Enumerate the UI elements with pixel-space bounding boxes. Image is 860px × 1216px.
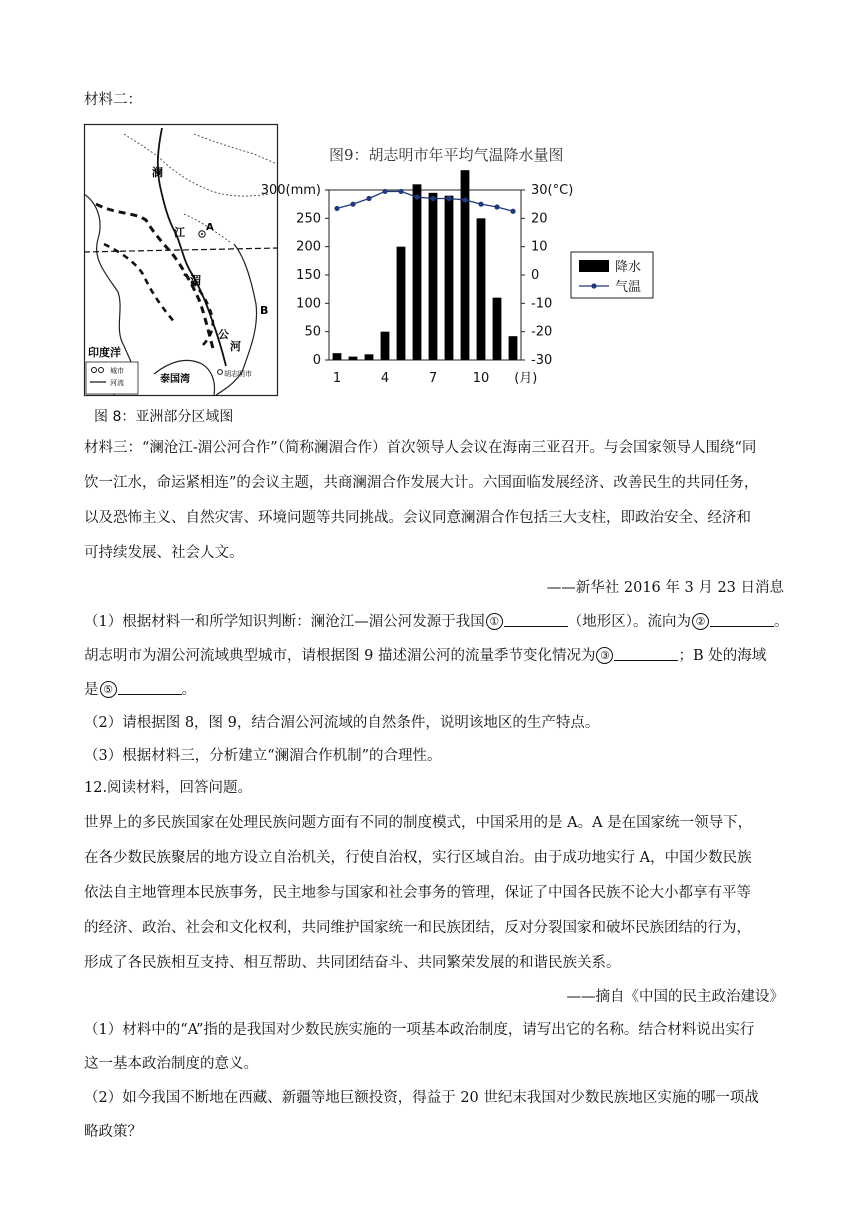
item12-line-4: 的经济、政治、社会和文化权利，共同维护国家统一和民族团结，反对分裂国家和破坏民族团结的行为， (84, 920, 751, 936)
item12-source: ——摘自《中国的民主政治建设》 (566, 989, 784, 1005)
q1-text-d: 胡志明市为湄公河流域典型城市，请根据图 9 描述湄公河的流量季节变化情况为 (84, 648, 596, 664)
q1-text-a: （1）根据材料一和所学知识判断：澜沧江—湄公河发源于我国 (84, 614, 485, 630)
item12-line-1: 世界上的多民族国家在处理民族问题方面有不同的制度模式，中国采用的是 A。A 是在国家统一领导下， (84, 815, 753, 831)
material3-line-2: 饮一江水，命运紧相连”的会议主题，共商澜湄合作发展大计。六国面临发展经济、改善民生的共同任务， (84, 475, 759, 491)
item12-line-5: 形成了各民族相互支持、相互帮助、共同团结奋斗、共同繁荣发展的和谐民族关系。 (84, 955, 621, 971)
map-label-gong: 公 (218, 328, 229, 341)
legend-bar-swatch (579, 260, 609, 272)
q1-line-3 (84, 680, 784, 700)
y-right-tick-label: -10 (531, 296, 553, 312)
map-legend-city: 城市 (110, 367, 124, 375)
map-legend-river: 河流 (110, 379, 124, 387)
temperature-point (446, 196, 451, 201)
material3-line-1: 材料三：“澜沧江-湄公河合作”（简称澜湄合作）首次领导人会议在海南三亚召开。与会国家领导人围绕“同 (84, 440, 757, 456)
q1-text-e: ；B 处的海域 (678, 648, 767, 664)
legend-line-label: 气温 (615, 280, 642, 295)
temperature-point (478, 202, 483, 207)
item12-q1-line-1: （1）材料中的“A”指的是我国对少数民族实施的一项基本政治制度，请写出它的名称。结合材料说出实行 (84, 1022, 755, 1038)
answer-blank-3[interactable] (614, 647, 678, 661)
map-label-lancang: 澜 (152, 166, 163, 179)
precipitation-bar (477, 218, 486, 360)
precipitation-bar (333, 353, 342, 360)
x-axis-label: (月) (514, 371, 538, 386)
map-label-mei: 湄 (190, 274, 201, 287)
q1-text-b: （地形区）。流向为 (567, 614, 691, 630)
precipitation-bar (445, 196, 454, 360)
y-left-tick-label: 50 (304, 324, 321, 340)
answer-blank-1[interactable] (504, 613, 568, 627)
marker-5: ⑤ (100, 681, 117, 698)
map-label-jiang: 江 (174, 226, 185, 239)
temperature-point (398, 189, 403, 194)
precipitation-bar (365, 354, 374, 360)
temperature-point (350, 202, 355, 207)
item12-line-3: 依法自主地管理本民族事务，民主地参与国家和社会事务的管理，保证了中国各民族不论大小都享有平等 (84, 885, 751, 901)
map-label-gulf: 泰国湾 (160, 374, 190, 385)
q1-line-1 (84, 612, 789, 632)
temperature-line (337, 191, 513, 211)
map-label-a: A (206, 222, 214, 233)
material3-line-3: 以及恐怖主义、自然灾害、环境问题等共同挑战。会议同意澜湄合作包括三大支柱，即政治安全、经济和 (84, 510, 751, 526)
map-caption: 图 8：亚洲部分区域图 (94, 409, 234, 425)
temperature-point (462, 197, 467, 202)
y-right-tick-label: -30 (531, 353, 553, 368)
q3-text: （3）根据材料三，分析建立“澜湄合作机制”的合理性。 (84, 748, 442, 764)
temperature-point (510, 209, 515, 214)
q2-text: （2）请根据图 8，图 9，结合湄公河流域的自然条件，说明该地区的生产特点。 (84, 715, 600, 731)
y-left-tick-label: 200 (296, 239, 321, 255)
y-left-tick-label: 250 (296, 211, 321, 227)
map-label-b: B (260, 304, 269, 317)
marker-1: ① (486, 613, 503, 630)
precipitation-bar (413, 184, 422, 360)
item12-title: 12.阅读材料，回答问题。 (84, 780, 253, 796)
y-right-tick-label: -20 (531, 324, 553, 340)
map-label-he: 河 (230, 340, 241, 353)
precipitation-bar (509, 336, 518, 360)
climate-chart (260, 140, 715, 400)
material3-line-4: 可持续发展、社会人文。 (84, 545, 244, 561)
material3-source: ——新华社 2016 年 3 月 23 日消息 (546, 580, 784, 596)
legend-line-marker (591, 283, 596, 288)
temperature-point (430, 196, 435, 201)
item12-q2-line-2: 略政策？ (84, 1124, 142, 1140)
q1-line-2 (84, 646, 784, 666)
map-label-city: 胡志明市 (224, 370, 252, 378)
precipitation-bar (397, 247, 406, 360)
temperature-point (382, 189, 387, 194)
y-right-tick-label: 0 (531, 268, 540, 283)
y-right-tick-label: 10 (531, 239, 548, 255)
map-label-indian-ocean: 印度洋 (88, 346, 121, 359)
climate-chart-svg (260, 140, 715, 400)
chart-title: 图9：胡志明市年平均气温降水量图 (329, 146, 564, 164)
plot-frame (329, 190, 521, 360)
y-right-tick-label: 30(°C) (531, 183, 574, 198)
precipitation-bar (493, 298, 502, 360)
marker-3: ③ (596, 647, 613, 664)
temperature-point (366, 196, 371, 201)
temperature-point (334, 206, 339, 211)
x-tick-label: 1 (332, 371, 342, 386)
q1-text-g: 。 (181, 682, 196, 698)
temperature-point (494, 204, 499, 209)
answer-blank-5[interactable] (118, 681, 182, 695)
answer-blank-2[interactable] (710, 613, 774, 627)
temperature-point (414, 194, 419, 199)
q1-text-c: 。 (773, 614, 789, 630)
y-left-tick-label: 0 (312, 353, 321, 368)
map-svg (84, 124, 278, 396)
y-left-tick-label: 100 (296, 296, 321, 312)
item12-q2-line-1: （2）如今我国不断地在西藏、新疆等地巨额投资，得益于 20 世纪末我国对少数民族地区实施的哪一项战 (84, 1090, 759, 1106)
x-tick-label: 4 (380, 371, 390, 386)
material2-label: 材料二： (84, 92, 142, 108)
precipitation-bar (429, 193, 438, 360)
item12-line-2: 在各少数民族聚居的地方设立自治机关，行使自治权，实行区域自治。由于成功地实行 A，中国少数民族 (84, 850, 752, 866)
y-left-tick-label: 150 (296, 268, 321, 283)
y-right-tick-label: 20 (531, 211, 548, 227)
precipitation-bar (349, 357, 358, 360)
y-left-tick-label: 300(mm) (260, 183, 321, 198)
x-tick-label: 7 (428, 371, 438, 386)
legend-bar-label: 降水 (615, 260, 642, 275)
marker-2: ② (692, 613, 709, 630)
item12-q1-line-2: 这一基本政治制度的意义。 (84, 1056, 258, 1072)
asia-region-map (84, 124, 278, 396)
q1-text-f: 是 (84, 682, 99, 698)
x-tick-label: 10 (472, 371, 490, 386)
precipitation-bar (381, 332, 390, 360)
